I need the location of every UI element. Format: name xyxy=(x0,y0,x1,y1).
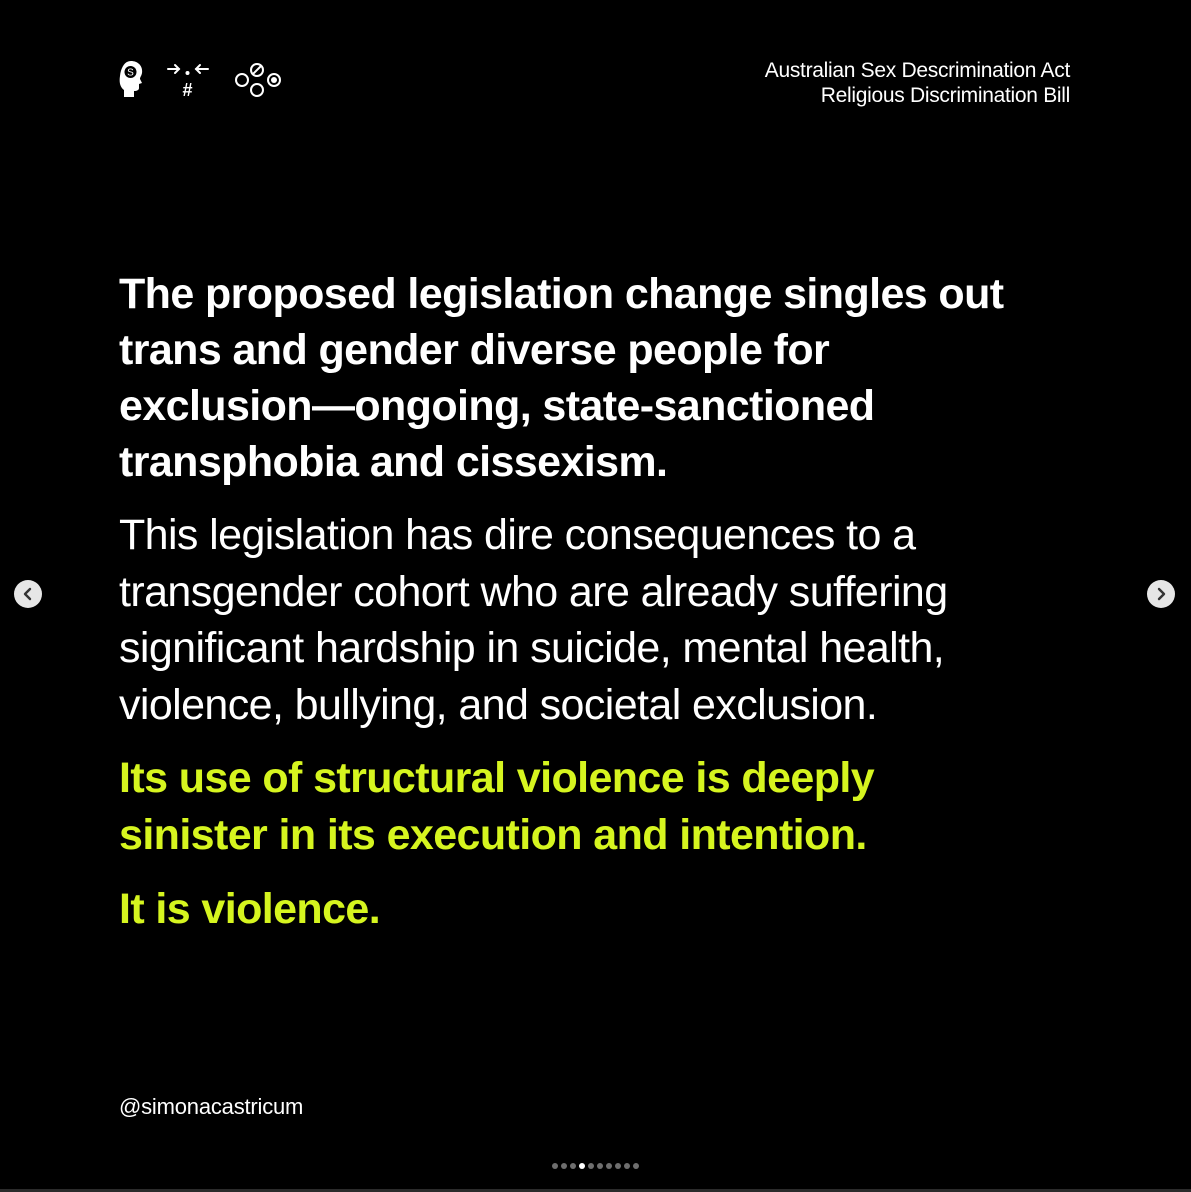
previous-slide-button[interactable] xyxy=(14,580,42,608)
body-paragraph: This legislation has dire consequences to a transgender cohort who are already suffering significant hardship in suicide, mental health, violence, bullying, and societal exclusion. xyxy=(119,511,948,729)
closing-statement: It is violence. xyxy=(119,885,381,933)
chevron-left-icon xyxy=(21,587,35,601)
carousel-dot[interactable] xyxy=(579,1163,585,1169)
carousel-dot[interactable] xyxy=(633,1163,639,1169)
carousel-dot[interactable] xyxy=(552,1163,558,1169)
carousel-pagination xyxy=(0,1163,1191,1169)
carousel-dot[interactable] xyxy=(588,1163,594,1169)
header-titles xyxy=(765,58,1070,108)
header-title-line1: Australian Sex Descrimination Act xyxy=(764,59,1070,82)
chevron-right-icon xyxy=(1154,587,1168,601)
highlight-paragraph: Its use of structural violence is deeply sinister in its execution and intention. xyxy=(119,754,875,859)
carousel-dot[interactable] xyxy=(615,1163,621,1169)
carousel-dot[interactable] xyxy=(570,1163,576,1169)
carousel-dot[interactable] xyxy=(561,1163,567,1169)
headline-paragraph: The proposed legislation change singles out trans and gender diverse people for exclusion—ongoing, state-sanctioned transphobia and cissexism. xyxy=(119,270,1004,486)
svg-text:#: # xyxy=(182,80,193,99)
header-title-line2: Religious Discrimination Bill xyxy=(820,84,1070,107)
logo-group xyxy=(118,58,284,100)
next-slide-button[interactable] xyxy=(1147,580,1175,608)
carousel-dot[interactable] xyxy=(606,1163,612,1169)
carousel-dot[interactable] xyxy=(597,1163,603,1169)
author-handle: @simonacastricum xyxy=(119,1094,304,1119)
arrows-hash-logo-icon xyxy=(166,59,210,99)
carousel-dot[interactable] xyxy=(624,1163,630,1169)
circles-cluster-logo-icon xyxy=(232,59,284,99)
post-body xyxy=(119,266,1019,938)
svg-text:S: S xyxy=(127,67,134,79)
head-profile-logo-icon xyxy=(118,59,144,99)
